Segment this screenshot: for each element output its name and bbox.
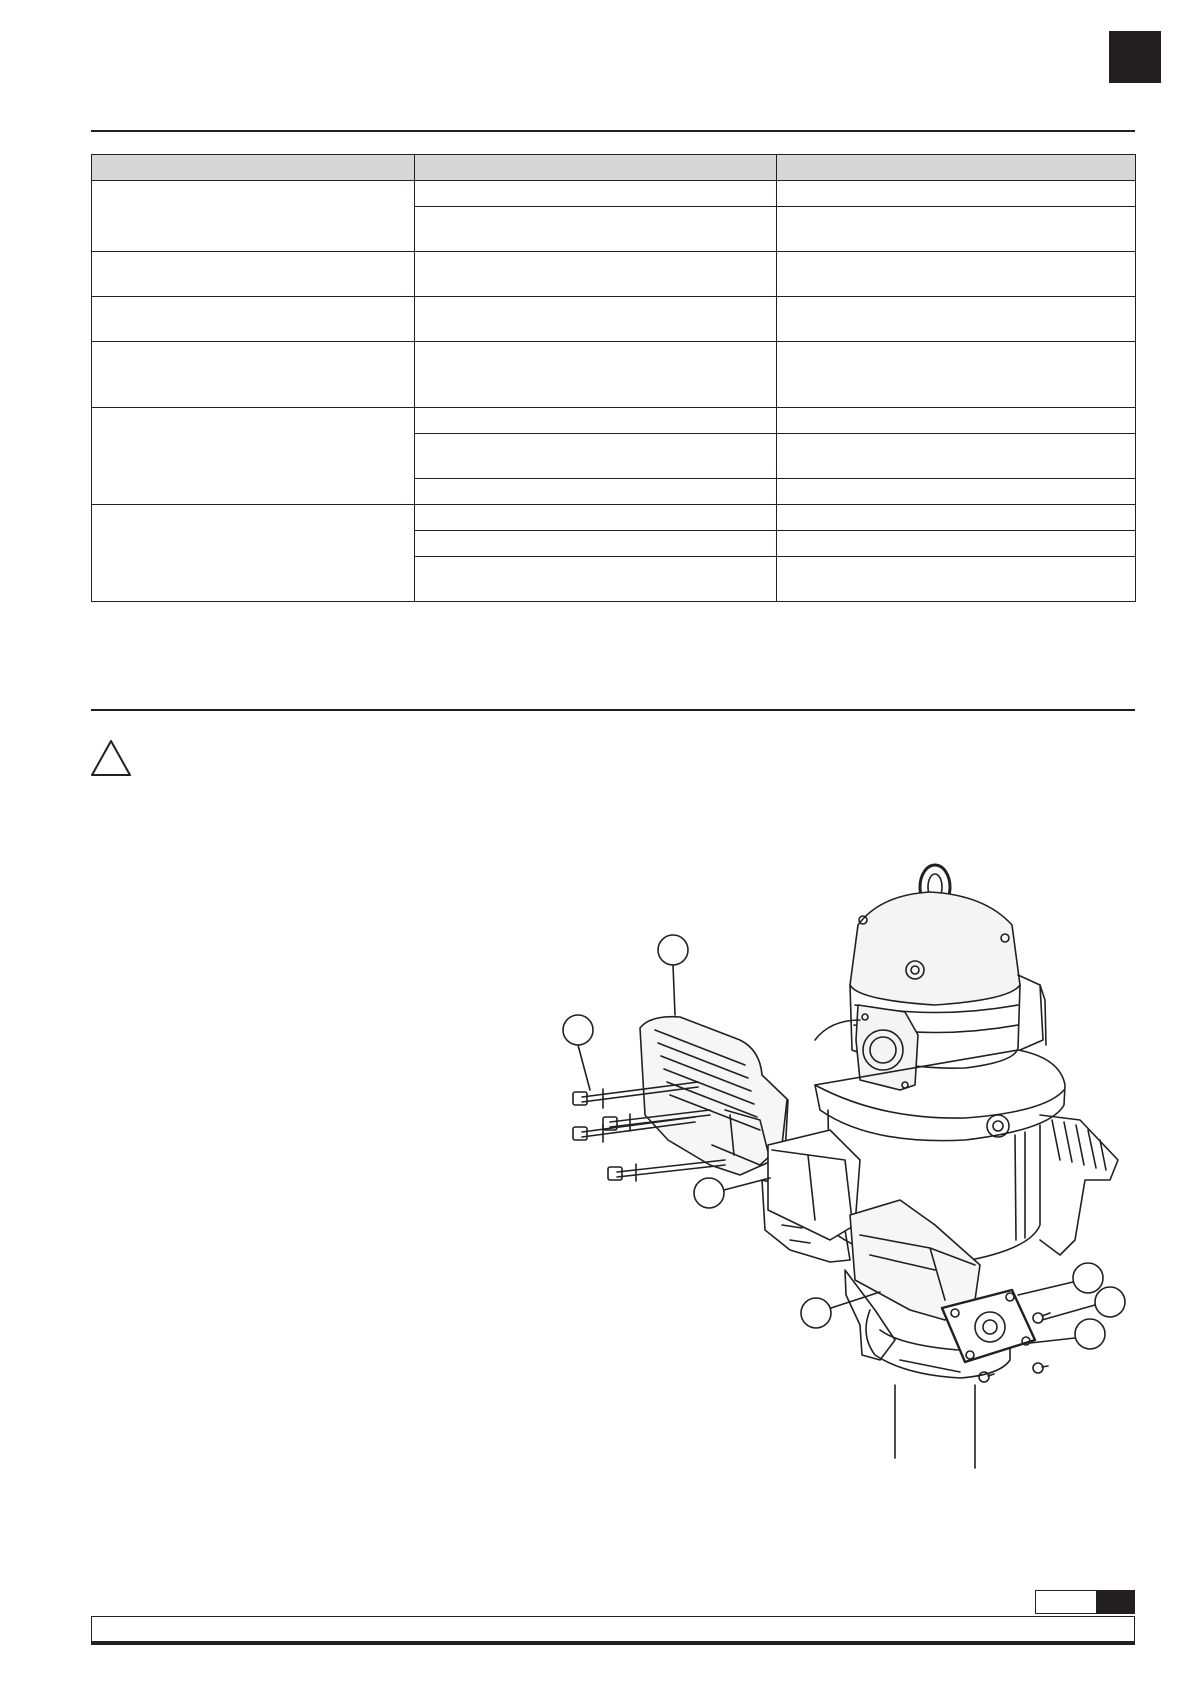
table-cell (415, 297, 777, 342)
lifting-eye-bolt (920, 865, 950, 920)
callout-markers (563, 935, 1125, 1468)
table-cell (415, 408, 777, 434)
table-cell (415, 557, 777, 602)
table-row (92, 342, 1136, 408)
terminal-box-cover (640, 1017, 788, 1175)
table-cell (777, 557, 1136, 602)
table-cell (777, 408, 1136, 434)
table-cell (777, 181, 1136, 207)
table-cell (415, 434, 777, 479)
page-number-tab (1035, 1590, 1097, 1614)
section-tab (1096, 1590, 1135, 1614)
table-cell (92, 252, 415, 297)
table-cell (92, 505, 415, 602)
table-row (92, 297, 1136, 342)
table-cell (415, 505, 777, 531)
connector-block (850, 1200, 980, 1320)
terminal-gasket (768, 1130, 860, 1240)
terminal-box-screws (573, 1082, 725, 1181)
table-cell (777, 252, 1136, 297)
table-header-row (92, 155, 1136, 181)
motor-housing (815, 892, 1118, 1378)
table-cell (92, 297, 415, 342)
table-row (92, 505, 1136, 531)
section-rule-top (91, 130, 1135, 132)
table-cell (415, 181, 777, 207)
section-rule-middle (91, 709, 1135, 711)
table-header-cell (415, 155, 777, 181)
table-cell (777, 207, 1136, 252)
footer-bar (91, 1616, 1135, 1645)
table-cell (777, 342, 1136, 408)
table-cell (92, 408, 415, 505)
section-marker-block (1109, 31, 1161, 83)
table-cell (415, 252, 777, 297)
table-cell (777, 297, 1136, 342)
base-feet (762, 1180, 895, 1360)
table-cell (777, 505, 1136, 531)
table-row (92, 408, 1136, 434)
troubleshooting-table (91, 154, 1136, 602)
cable-gland-flange (942, 1290, 1050, 1382)
table-row (92, 181, 1136, 207)
table-row (92, 252, 1136, 297)
table-cell (415, 207, 777, 252)
table-header-cell (777, 155, 1136, 181)
table-cell (415, 342, 777, 408)
table-cell (415, 531, 777, 557)
table-cell (777, 479, 1136, 505)
table-cell (92, 181, 415, 252)
table-cell (777, 531, 1136, 557)
table-header-cell (92, 155, 415, 181)
warning-triangle-icon (89, 738, 133, 778)
table-cell (92, 342, 415, 408)
table-cell (415, 479, 777, 505)
table-cell (777, 434, 1136, 479)
